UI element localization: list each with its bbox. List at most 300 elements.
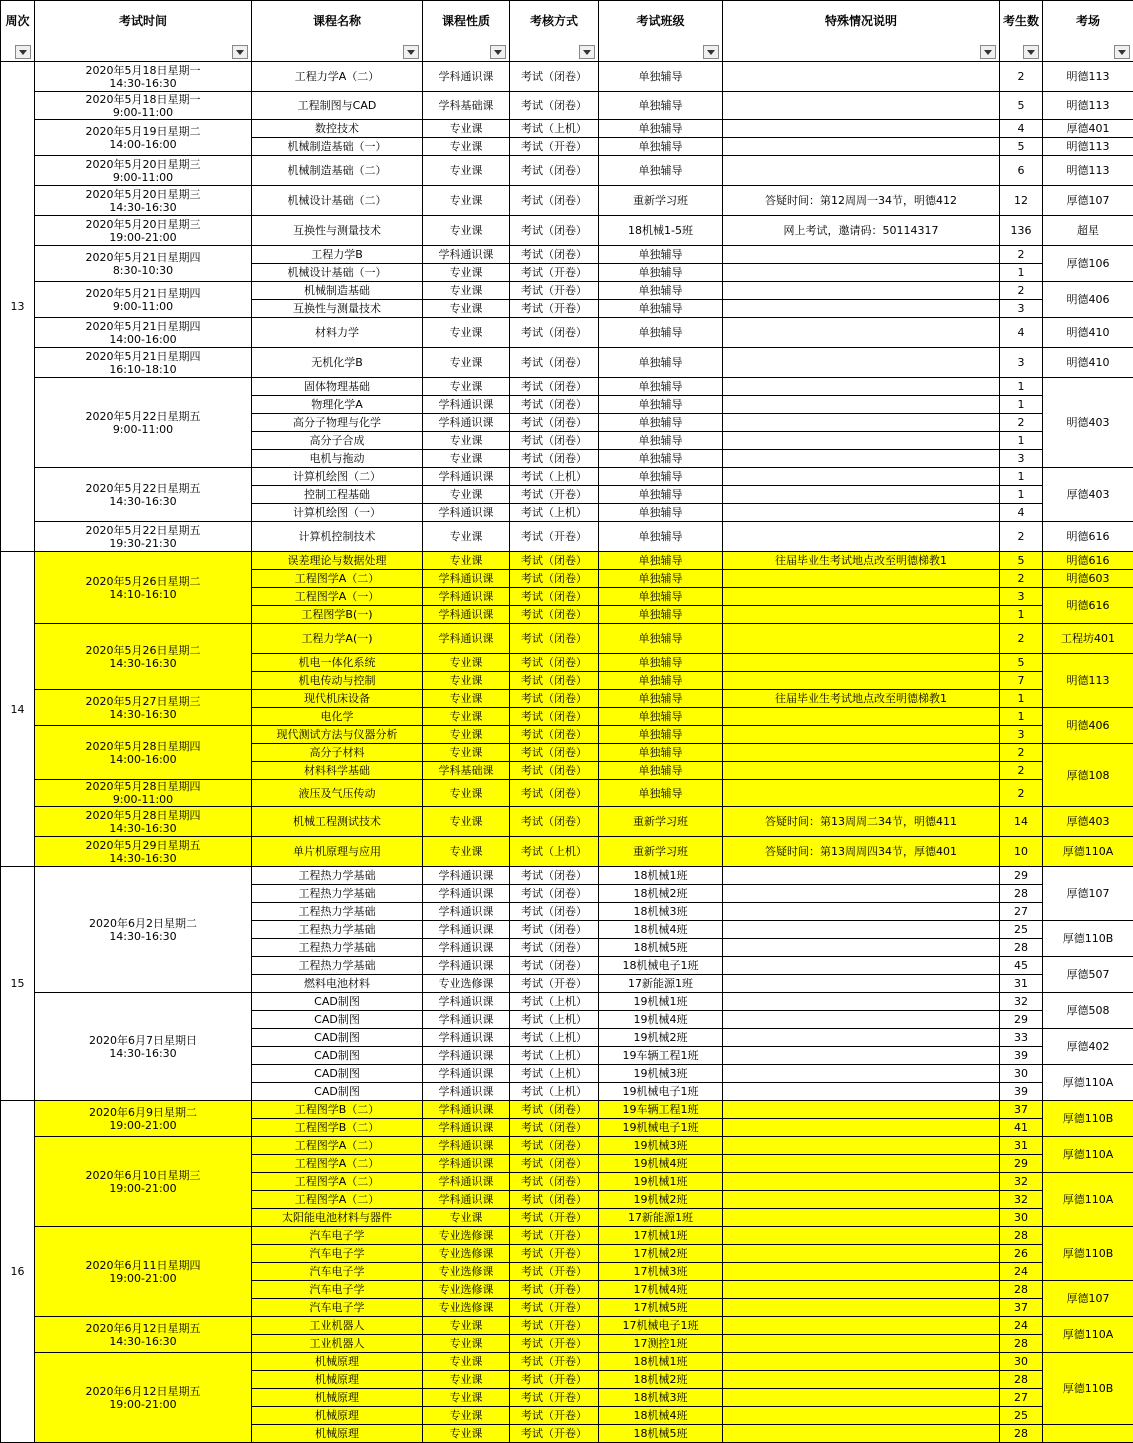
course-name-cell: 工程图学A（二）: [252, 1137, 423, 1155]
student-count-cell: 29: [1000, 1155, 1043, 1173]
col-class: 考试班级: [599, 1, 723, 62]
student-count-cell: 1: [1000, 432, 1043, 450]
course-nature-cell: 专业课: [423, 690, 510, 708]
course-name-cell: 机电传动与控制: [252, 672, 423, 690]
course-name-cell: 固体物理基础: [252, 378, 423, 396]
exam-class-cell: 18机械1班: [599, 867, 723, 885]
course-nature-cell: 学科通识课: [423, 1101, 510, 1119]
note-cell: [723, 1227, 1000, 1245]
note-cell: [723, 885, 1000, 903]
exam-room-cell: 超星: [1043, 216, 1133, 246]
exam-class-cell: 单独辅导: [599, 744, 723, 762]
week-cell: 15: [1, 867, 35, 1101]
exam-method-cell: 考试（闭卷）: [510, 396, 599, 414]
exam-date: 2020年5月26日星期二: [37, 644, 249, 657]
col-time: 考试时间: [35, 1, 252, 62]
table-row: [1, 552, 1133, 570]
course-name-cell: 工程力学B: [252, 246, 423, 264]
student-count-cell: 3: [1000, 450, 1043, 468]
filter-dropdown-icon[interactable]: [403, 45, 419, 59]
exam-time-cell: [35, 780, 252, 807]
course-nature-cell: 学科基础课: [423, 762, 510, 780]
note-cell: 往届毕业生考试地点改至明德梯教1: [723, 690, 1000, 708]
course-nature-cell: 专业课: [423, 708, 510, 726]
table-row: [1, 120, 1133, 138]
exam-date: 2020年6月2日星期二: [37, 917, 249, 930]
course-nature-cell: 专业课: [423, 837, 510, 867]
exam-class-cell: 单独辅导: [599, 378, 723, 396]
exam-date: 2020年5月20日星期三: [37, 188, 249, 201]
exam-method-cell: 考试（上机）: [510, 1065, 599, 1083]
course-name-cell: 工程热力学基础: [252, 903, 423, 921]
filter-dropdown-icon[interactable]: [1114, 45, 1130, 59]
exam-class-cell: 单独辅导: [599, 264, 723, 282]
note-cell: [723, 1155, 1000, 1173]
course-nature-cell: 专业课: [423, 552, 510, 570]
course-name-cell: 高分子材料: [252, 744, 423, 762]
course-nature-cell: 专业选修课: [423, 1263, 510, 1281]
exam-time-cell: [35, 1137, 252, 1227]
exam-class-cell: 18机械1-5班: [599, 216, 723, 246]
course-nature-cell: 学科通识课: [423, 624, 510, 654]
student-count-cell: 25: [1000, 1407, 1043, 1425]
table-row: [1, 624, 1133, 654]
exam-method-cell: 考试（开卷）: [510, 1281, 599, 1299]
course-name-cell: 计算机绘图（二）: [252, 468, 423, 486]
student-count-cell: 26: [1000, 1245, 1043, 1263]
exam-time-cell: [35, 690, 252, 726]
course-nature-cell: 学科通识课: [423, 1065, 510, 1083]
exam-room-cell: 明德616: [1043, 522, 1133, 552]
table-row: [1, 246, 1133, 264]
exam-date: 2020年6月12日星期五: [37, 1385, 249, 1398]
exam-room-cell: 明德410: [1043, 348, 1133, 378]
note-cell: [723, 62, 1000, 92]
course-nature-cell: 学科通识课: [423, 1119, 510, 1137]
course-nature-cell: 学科通识课: [423, 1137, 510, 1155]
course-nature-cell: 学科通识课: [423, 939, 510, 957]
course-name-cell: 工程图学A（一）: [252, 588, 423, 606]
table-row: [1, 468, 1133, 486]
filter-dropdown-icon[interactable]: [15, 45, 31, 59]
course-name-cell: 机械制造基础（一）: [252, 138, 423, 156]
course-nature-cell: 专业课: [423, 1389, 510, 1407]
table-row: [1, 867, 1133, 885]
exam-class-cell: 单独辅导: [599, 690, 723, 708]
exam-class-cell: 单独辅导: [599, 318, 723, 348]
student-count-cell: 2: [1000, 780, 1043, 807]
course-nature-cell: 学科通识课: [423, 468, 510, 486]
exam-class-cell: 18机械4班: [599, 1407, 723, 1425]
course-nature-cell: 学科通识课: [423, 957, 510, 975]
course-name-cell: 现代机床设备: [252, 690, 423, 708]
student-count-cell: 1: [1000, 264, 1043, 282]
exam-class-cell: 19车辆工程1班: [599, 1101, 723, 1119]
note-cell: [723, 672, 1000, 690]
student-count-cell: 2: [1000, 62, 1043, 92]
exam-date: 2020年6月9日星期二: [37, 1106, 249, 1119]
note-cell: [723, 1065, 1000, 1083]
col-week: 周次: [1, 1, 35, 62]
student-count-cell: 2: [1000, 762, 1043, 780]
filter-dropdown-icon[interactable]: [232, 45, 248, 59]
note-cell: [723, 921, 1000, 939]
course-name-cell: CAD制图: [252, 1029, 423, 1047]
table-row: [1, 62, 1133, 92]
exam-class-cell: 单独辅导: [599, 282, 723, 300]
exam-method-cell: 考试（闭卷）: [510, 1101, 599, 1119]
student-count-cell: 3: [1000, 588, 1043, 606]
exam-method-cell: 考试（闭卷）: [510, 92, 599, 120]
exam-method-cell: 考试（上机）: [510, 120, 599, 138]
exam-method-cell: 考试（闭卷）: [510, 186, 599, 216]
exam-date: 2020年5月22日星期五: [37, 410, 249, 423]
course-name-cell: 机械设计基础（一）: [252, 264, 423, 282]
note-cell: [723, 1425, 1000, 1443]
note-cell: [723, 1353, 1000, 1371]
exam-class-cell: 19机械3班: [599, 1137, 723, 1155]
course-name-cell: 工程热力学基础: [252, 867, 423, 885]
note-cell: [723, 1191, 1000, 1209]
student-count-cell: 2: [1000, 522, 1043, 552]
exam-date: 2020年5月26日星期二: [37, 575, 249, 588]
student-count-cell: 5: [1000, 654, 1043, 672]
exam-room-cell: 厚德107: [1043, 186, 1133, 216]
note-cell: [723, 708, 1000, 726]
course-nature-cell: 专业课: [423, 726, 510, 744]
exam-date: 2020年6月10日星期三: [37, 1169, 249, 1182]
exam-class-cell: 单独辅导: [599, 156, 723, 186]
student-count-cell: 1: [1000, 468, 1043, 486]
course-nature-cell: 学科通识课: [423, 1155, 510, 1173]
exam-method-cell: 考试（上机）: [510, 1029, 599, 1047]
course-name-cell: 机械设计基础（二）: [252, 186, 423, 216]
student-count-cell: 28: [1000, 939, 1043, 957]
course-nature-cell: 专业课: [423, 432, 510, 450]
student-count-cell: 41: [1000, 1119, 1043, 1137]
exam-date: 2020年5月22日星期五: [37, 482, 249, 495]
exam-room-cell: 厚德110A: [1043, 1065, 1133, 1101]
course-name-cell: 燃料电池材料: [252, 975, 423, 993]
exam-class-cell: 单独辅导: [599, 432, 723, 450]
exam-method-cell: 考试（开卷）: [510, 300, 599, 318]
note-cell: [723, 1209, 1000, 1227]
exam-class-cell: 单独辅导: [599, 300, 723, 318]
filter-dropdown-icon[interactable]: [579, 45, 595, 59]
student-count-cell: 27: [1000, 1389, 1043, 1407]
note-cell: 答疑时间：第12周周一34节，明德412: [723, 186, 1000, 216]
note-cell: [723, 780, 1000, 807]
course-name-cell: 太阳能电池材料与器件: [252, 1209, 423, 1227]
exam-room-cell: 明德113: [1043, 156, 1133, 186]
filter-dropdown-icon[interactable]: [703, 45, 719, 59]
exam-time-cell: [35, 318, 252, 348]
exam-date: 2020年6月12日星期五: [37, 1322, 249, 1335]
exam-method-cell: 考试（闭卷）: [510, 62, 599, 92]
course-name-cell: 现代测试方法与仪器分析: [252, 726, 423, 744]
exam-method-cell: 考试（闭卷）: [510, 216, 599, 246]
exam-method-cell: 考试（开卷）: [510, 1209, 599, 1227]
note-cell: 网上考试，邀请码：50114317: [723, 216, 1000, 246]
exam-time-cell: [35, 92, 252, 120]
student-count-cell: 2: [1000, 744, 1043, 762]
note-cell: [723, 588, 1000, 606]
col-count: 考生数: [1000, 1, 1043, 62]
course-nature-cell: 专业课: [423, 450, 510, 468]
student-count-cell: 1: [1000, 606, 1043, 624]
filter-dropdown-icon[interactable]: [490, 45, 506, 59]
exam-class-cell: 单独辅导: [599, 522, 723, 552]
course-name-cell: 汽车电子学: [252, 1245, 423, 1263]
week-cell: 14: [1, 552, 35, 867]
course-name-cell: 电机与拖动: [252, 450, 423, 468]
exam-date: 2020年5月18日星期一: [37, 64, 249, 77]
course-name-cell: 数控技术: [252, 120, 423, 138]
exam-date: 2020年5月20日星期三: [37, 218, 249, 231]
exam-class-cell: 17机械1班: [599, 1227, 723, 1245]
exam-class-cell: 19机械电子1班: [599, 1119, 723, 1137]
exam-method-cell: 考试（上机）: [510, 468, 599, 486]
exam-room-cell: 厚德110B: [1043, 1227, 1133, 1281]
student-count-cell: 28: [1000, 1281, 1043, 1299]
exam-class-cell: 17机械4班: [599, 1281, 723, 1299]
exam-room-cell: 厚德110A: [1043, 837, 1133, 867]
exam-method-cell: 考试（开卷）: [510, 1227, 599, 1245]
course-name-cell: 工程图学B(一): [252, 606, 423, 624]
exam-room-cell: 厚德110A: [1043, 1137, 1133, 1173]
exam-date: 2020年6月7日星期日: [37, 1034, 249, 1047]
exam-date: 2020年5月21日星期四: [37, 251, 249, 264]
course-name-cell: 工程热力学基础: [252, 957, 423, 975]
course-name-cell: 工程图学A（二）: [252, 1173, 423, 1191]
exam-method-cell: 考试（开卷）: [510, 264, 599, 282]
exam-method-cell: 考试（上机）: [510, 993, 599, 1011]
course-nature-cell: 专业选修课: [423, 1245, 510, 1263]
exam-room-cell: 厚德110B: [1043, 921, 1133, 957]
note-cell: [723, 1389, 1000, 1407]
exam-method-cell: 考试（闭卷）: [510, 1173, 599, 1191]
exam-date: 2020年5月21日星期四: [37, 320, 249, 333]
exam-method-cell: 考试（闭卷）: [510, 432, 599, 450]
course-name-cell: 汽车电子学: [252, 1263, 423, 1281]
exam-method-cell: 考试（闭卷）: [510, 957, 599, 975]
course-nature-cell: 专业课: [423, 744, 510, 762]
note-cell: [723, 1029, 1000, 1047]
exam-hours: 14:30-16:30: [37, 495, 249, 508]
course-name-cell: 工程力学A（二）: [252, 62, 423, 92]
student-count-cell: 5: [1000, 92, 1043, 120]
table-row: [1, 690, 1133, 708]
exam-class-cell: 17新能源1班: [599, 975, 723, 993]
note-cell: [723, 1335, 1000, 1353]
course-name-cell: 工程图学A（二）: [252, 1155, 423, 1173]
course-nature-cell: 学科通识课: [423, 414, 510, 432]
exam-date: 2020年5月28日星期四: [37, 740, 249, 753]
exam-class-cell: 单独辅导: [599, 672, 723, 690]
exam-method-cell: 考试（闭卷）: [510, 885, 599, 903]
exam-method-cell: 考试（闭卷）: [510, 903, 599, 921]
exam-time-cell: [35, 1353, 252, 1443]
note-cell: [723, 1317, 1000, 1335]
student-count-cell: 30: [1000, 1065, 1043, 1083]
exam-method-cell: 考试（闭卷）: [510, 552, 599, 570]
course-name-cell: 机械工程测试技术: [252, 807, 423, 837]
course-name-cell: 计算机绘图（一）: [252, 504, 423, 522]
course-nature-cell: 专业选修课: [423, 1281, 510, 1299]
exam-method-cell: 考试（闭卷）: [510, 624, 599, 654]
note-cell: [723, 1047, 1000, 1065]
exam-room-cell: 厚德110B: [1043, 1353, 1133, 1425]
student-count-cell: 5: [1000, 138, 1043, 156]
table-row: [1, 780, 1133, 807]
exam-method-cell: 考试（开卷）: [510, 486, 599, 504]
course-nature-cell: 专业选修课: [423, 1227, 510, 1245]
note-cell: [723, 396, 1000, 414]
exam-method-cell: 考试（闭卷）: [510, 348, 599, 378]
table-row: [1, 522, 1133, 552]
exam-hours: 9:00-11:00: [37, 300, 249, 313]
student-count-cell: 3: [1000, 726, 1043, 744]
course-name-cell: 工程制图与CAD: [252, 92, 423, 120]
exam-hours: 14:00-16:00: [37, 753, 249, 766]
exam-room-cell: 明德616: [1043, 552, 1133, 570]
course-nature-cell: 学科通识课: [423, 1011, 510, 1029]
exam-class-cell: 单独辅导: [599, 486, 723, 504]
exam-time-cell: [35, 468, 252, 522]
exam-method-cell: 考试（闭卷）: [510, 921, 599, 939]
course-nature-cell: 学科通识课: [423, 62, 510, 92]
exam-hours: 19:00-21:00: [37, 1272, 249, 1285]
exam-room-cell: 厚德401: [1043, 120, 1133, 138]
exam-class-cell: 单独辅导: [599, 92, 723, 120]
student-count-cell: 28: [1000, 1227, 1043, 1245]
note-cell: [723, 606, 1000, 624]
note-cell: [723, 1245, 1000, 1263]
exam-date: 2020年5月28日星期四: [37, 809, 249, 822]
course-nature-cell: 专业课: [423, 1353, 510, 1371]
exam-method-cell: 考试（上机）: [510, 1047, 599, 1065]
exam-class-cell: 单独辅导: [599, 588, 723, 606]
exam-hours: 14:30-16:30: [37, 1047, 249, 1060]
exam-method-cell: 考试（开卷）: [510, 1353, 599, 1371]
exam-method-cell: 考试（开卷）: [510, 282, 599, 300]
exam-method-cell: 考试（闭卷）: [510, 414, 599, 432]
exam-date: 2020年5月21日星期四: [37, 350, 249, 363]
note-cell: [723, 348, 1000, 378]
exam-room-cell: 厚德403: [1043, 807, 1133, 837]
course-name-cell: 机电一体化系统: [252, 654, 423, 672]
course-nature-cell: 学科通识课: [423, 504, 510, 522]
exam-class-cell: 19机械2班: [599, 1191, 723, 1209]
note-cell: [723, 468, 1000, 486]
note-cell: [723, 1137, 1000, 1155]
student-count-cell: 1: [1000, 396, 1043, 414]
exam-room-cell: 明德113: [1043, 138, 1133, 156]
note-cell: [723, 654, 1000, 672]
filter-dropdown-icon[interactable]: [980, 45, 996, 59]
col-note: 特殊情况说明: [723, 1, 1000, 62]
exam-method-cell: 考试（开卷）: [510, 1389, 599, 1407]
course-nature-cell: 学科通识课: [423, 1173, 510, 1191]
course-name-cell: 工程热力学基础: [252, 921, 423, 939]
exam-method-cell: 考试（开卷）: [510, 1317, 599, 1335]
note-cell: [723, 504, 1000, 522]
student-count-cell: 32: [1000, 1173, 1043, 1191]
exam-date: 2020年5月27日星期三: [37, 695, 249, 708]
course-nature-cell: 专业课: [423, 1209, 510, 1227]
exam-class-cell: 17机械3班: [599, 1263, 723, 1281]
course-nature-cell: 专业课: [423, 138, 510, 156]
table-row: [1, 318, 1133, 348]
exam-date: 2020年5月21日星期四: [37, 287, 249, 300]
student-count-cell: 30: [1000, 1209, 1043, 1227]
exam-class-cell: 19机械4班: [599, 1011, 723, 1029]
note-cell: [723, 1281, 1000, 1299]
table-row: [1, 1137, 1133, 1155]
table-row: [1, 282, 1133, 300]
note-cell: [723, 1371, 1000, 1389]
course-nature-cell: 学科通识课: [423, 606, 510, 624]
course-nature-cell: 专业课: [423, 186, 510, 216]
course-name-cell: 工程图学A（二）: [252, 570, 423, 588]
course-nature-cell: 学科通识课: [423, 1083, 510, 1101]
course-nature-cell: 专业课: [423, 300, 510, 318]
student-count-cell: 2: [1000, 414, 1043, 432]
exam-time-cell: [35, 282, 252, 318]
course-name-cell: 误差理论与数据处理: [252, 552, 423, 570]
course-name-cell: 互换性与测量技术: [252, 216, 423, 246]
course-name-cell: 单片机原理与应用: [252, 837, 423, 867]
filter-dropdown-icon[interactable]: [1023, 45, 1039, 59]
exam-time-cell: [35, 186, 252, 216]
student-count-cell: 25: [1000, 921, 1043, 939]
exam-class-cell: 19机械2班: [599, 1029, 723, 1047]
exam-room-cell: 厚德110B: [1043, 1101, 1133, 1137]
exam-hours: 19:00-21:00: [37, 1119, 249, 1132]
student-count-cell: 32: [1000, 1191, 1043, 1209]
exam-class-cell: 单独辅导: [599, 348, 723, 378]
course-name-cell: 材料力学: [252, 318, 423, 348]
exam-room-cell: 厚德106: [1043, 246, 1133, 282]
exam-class-cell: 单独辅导: [599, 120, 723, 138]
table-row: [1, 378, 1133, 396]
course-nature-cell: 学科通识课: [423, 993, 510, 1011]
exam-hours: 9:00-11:00: [37, 171, 249, 184]
exam-room-cell: 明德403: [1043, 378, 1133, 468]
exam-class-cell: 单独辅导: [599, 138, 723, 156]
exam-class-cell: 18机械3班: [599, 903, 723, 921]
student-count-cell: 1: [1000, 486, 1043, 504]
exam-method-cell: 考试（开卷）: [510, 1425, 599, 1443]
course-name-cell: 机械原理: [252, 1353, 423, 1371]
note-cell: [723, 762, 1000, 780]
exam-hours: 19:00-21:00: [37, 1182, 249, 1195]
exam-class-cell: 17测控1班: [599, 1335, 723, 1353]
course-nature-cell: 专业课: [423, 378, 510, 396]
col-nature: 课程性质: [423, 1, 510, 62]
note-cell: 往届毕业生考试地点改至明德梯教1: [723, 552, 1000, 570]
course-nature-cell: 专业课: [423, 807, 510, 837]
exam-room-cell: 明德406: [1043, 282, 1133, 318]
course-nature-cell: 学科通识课: [423, 903, 510, 921]
exam-room-cell: 厚德107: [1043, 1281, 1133, 1317]
exam-hours: 14:30-16:30: [37, 201, 249, 214]
note-cell: [723, 939, 1000, 957]
exam-class-cell: 单独辅导: [599, 624, 723, 654]
student-count-cell: 28: [1000, 885, 1043, 903]
exam-hours: 14:30-16:30: [37, 852, 249, 865]
student-count-cell: 32: [1000, 993, 1043, 1011]
